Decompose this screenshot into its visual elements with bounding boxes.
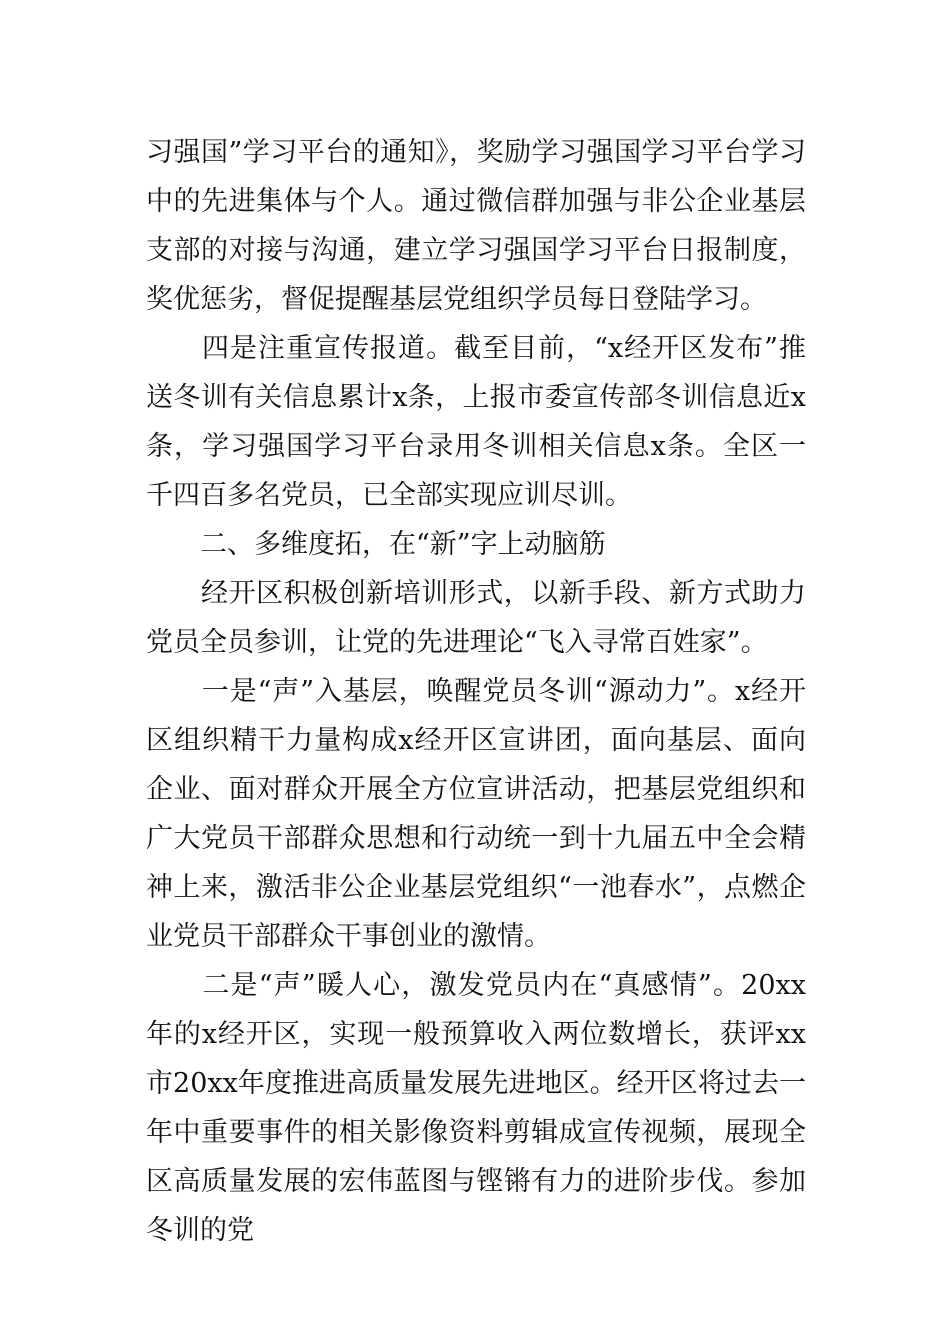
paragraph-4: 一是“声”入基层，唤醒党员冬训“源动力”。x经开区组织精干力量构成x经开区宣讲团，面向基层、面向企业、面对群众开展全方位宣讲活动，把基层党组织和广大党员干部群众思想和行动统一到十九届五中全会精神上来，激活非公企业基层党组织“一池春水”，点燃企业党员干部群众干事创业的激情。 <box>146 676 806 952</box>
section-heading: 二、多维度拓，在“新”字上动脑筋 <box>146 529 606 560</box>
document-body <box>146 128 806 1255</box>
paragraph-2: 四是注重宣传报道。截至目前，“x经开区发布”推送冬训有关信息累计x条，上报市委宣传部冬训信息近x条，学习强国学习平台录用冬训相关信息x条。全区一千四百多名党员，已全部实现应训尽训。 <box>146 333 806 511</box>
paragraph-5: 二是“声”暖人心，激发党员内在“真感情”。20xx年的x经开区，实现一般预算收入两位数增长，获评xx市20xx年度推进高质量发展先进地区。经开区将过去一年中重要事件的相关影像资料剪辑成宣传视频，展现全区高质量发展的宏伟蓝图与铿锵有力的进阶步伐。参加冬训的党 <box>146 970 806 1246</box>
paragraph-1: 习强国”学习平台的通知》，奖励学习强国学习平台学习中的先进集体与个人。通过微信群加强与非公企业基层支部的对接与沟通，建立学习强国学习平台日报制度，奖优惩劣，督促提醒基层党组织学员每日登陆学习。 <box>146 137 806 315</box>
paragraph-3: 经开区积极创新培训形式，以新手段、新方式助力党员全员参训，让党的先进理论“飞入寻常百姓家”。 <box>146 578 806 658</box>
